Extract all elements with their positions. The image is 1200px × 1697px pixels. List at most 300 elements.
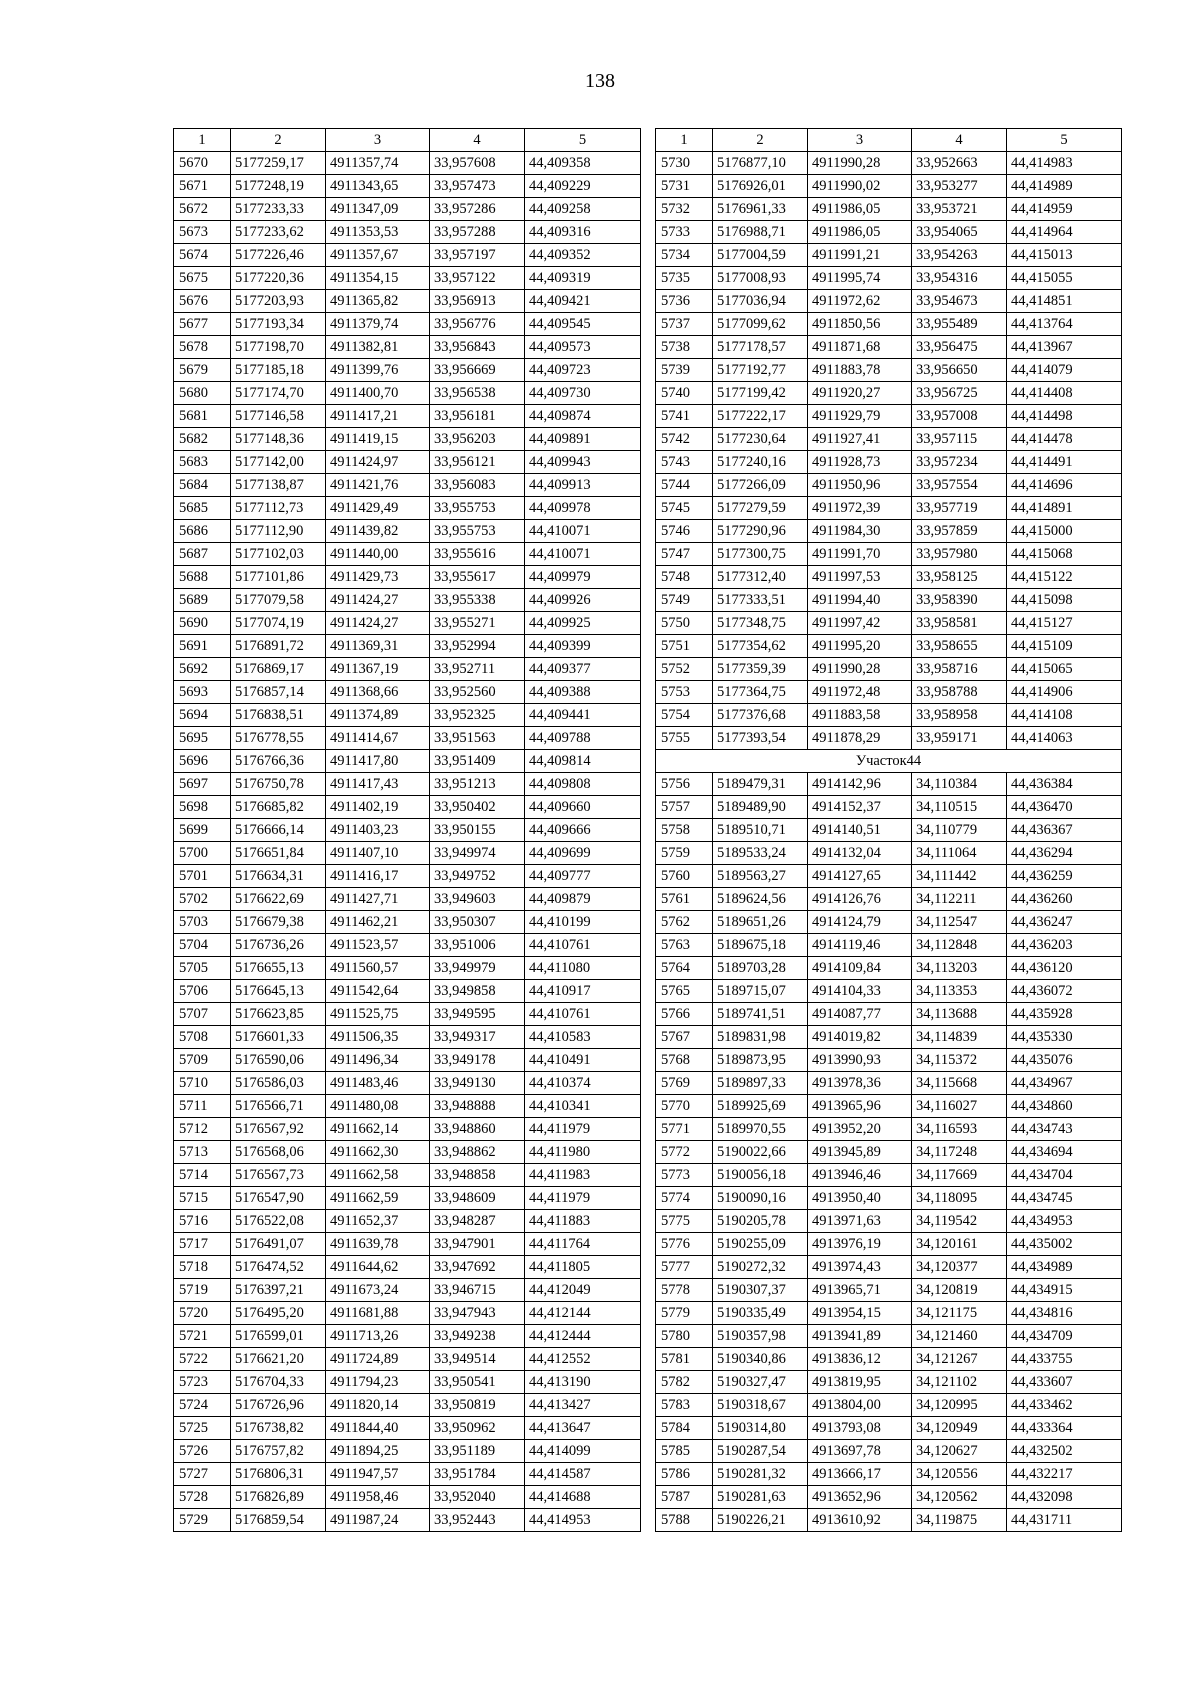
table-cell: 5176568,06 bbox=[231, 1141, 326, 1164]
table-cell: 33,956776 bbox=[430, 313, 525, 336]
table-cell: 44,431711 bbox=[1007, 1509, 1122, 1532]
table-cell: 34,120819 bbox=[912, 1279, 1007, 1302]
table-cell: 4913652,96 bbox=[808, 1486, 912, 1509]
table-cell: 4911483,46 bbox=[326, 1072, 430, 1095]
table-row bbox=[656, 1417, 1122, 1440]
table-cell: 5177348,75 bbox=[713, 612, 808, 635]
table-cell: 33,956650 bbox=[912, 359, 1007, 382]
table-cell: 4911662,58 bbox=[326, 1164, 430, 1187]
table-cell: 4911424,27 bbox=[326, 612, 430, 635]
table-cell: 5698 bbox=[174, 796, 231, 819]
table-cell: 5685 bbox=[174, 497, 231, 520]
table-cell: 5189563,27 bbox=[713, 865, 808, 888]
table-cell: 34,115372 bbox=[912, 1049, 1007, 1072]
table-cell: 5762 bbox=[656, 911, 713, 934]
table-cell: 5176645,13 bbox=[231, 980, 326, 1003]
table-cell: 5177036,94 bbox=[713, 290, 808, 313]
table-cell: 34,119542 bbox=[912, 1210, 1007, 1233]
table-cell: 5176495,20 bbox=[231, 1302, 326, 1325]
table-cell: 4911928,73 bbox=[808, 451, 912, 474]
table-cell: 44,435076 bbox=[1007, 1049, 1122, 1072]
table-cell: 44,412049 bbox=[525, 1279, 641, 1302]
table-cell: 44,413764 bbox=[1007, 313, 1122, 336]
table-cell: 5176961,33 bbox=[713, 198, 808, 221]
table-cell: 4911681,88 bbox=[326, 1302, 430, 1325]
table-cell: 44,436203 bbox=[1007, 934, 1122, 957]
table-cell: 5176750,78 bbox=[231, 773, 326, 796]
table-cell: 4911997,53 bbox=[808, 566, 912, 589]
table-cell: 4913804,00 bbox=[808, 1394, 912, 1417]
table-cell: 44,415068 bbox=[1007, 543, 1122, 566]
table-cell: 4913976,19 bbox=[808, 1233, 912, 1256]
table-row bbox=[656, 1049, 1122, 1072]
table-cell: 44,434953 bbox=[1007, 1210, 1122, 1233]
table-cell: 4911794,23 bbox=[326, 1371, 430, 1394]
table-cell: 5723 bbox=[174, 1371, 231, 1394]
table-cell: 5176491,07 bbox=[231, 1233, 326, 1256]
table-row bbox=[174, 1256, 641, 1279]
table-cell: 34,117248 bbox=[912, 1141, 1007, 1164]
table-cell: 5773 bbox=[656, 1164, 713, 1187]
table-cell: 44,409666 bbox=[525, 819, 641, 842]
table-cell: 44,411979 bbox=[525, 1118, 641, 1141]
table-cell: 44,409319 bbox=[525, 267, 641, 290]
table-cell: 33,952994 bbox=[430, 635, 525, 658]
table-cell: 34,121102 bbox=[912, 1371, 1007, 1394]
table-cell: 44,436367 bbox=[1007, 819, 1122, 842]
table-cell: 5709 bbox=[174, 1049, 231, 1072]
table-cell: 4911419,15 bbox=[326, 428, 430, 451]
table-row bbox=[174, 612, 641, 635]
table-cell: 5189925,69 bbox=[713, 1095, 808, 1118]
table-cell: 5177290,96 bbox=[713, 520, 808, 543]
table-cell: 4911958,46 bbox=[326, 1486, 430, 1509]
page-number: 138 bbox=[585, 70, 615, 92]
table-row bbox=[174, 152, 641, 175]
table-cell: 44,412552 bbox=[525, 1348, 641, 1371]
table-cell: 5682 bbox=[174, 428, 231, 451]
table-cell: 5190357,98 bbox=[713, 1325, 808, 1348]
table-cell: 44,409699 bbox=[525, 842, 641, 865]
table-cell: 44,415000 bbox=[1007, 520, 1122, 543]
table-cell: 5189831,98 bbox=[713, 1026, 808, 1049]
table-cell: 5770 bbox=[656, 1095, 713, 1118]
table-cell: 44,434709 bbox=[1007, 1325, 1122, 1348]
table-cell: 5177198,70 bbox=[231, 336, 326, 359]
table-row bbox=[656, 727, 1122, 750]
table-cell: 5742 bbox=[656, 428, 713, 451]
table-row bbox=[174, 359, 641, 382]
table-row bbox=[656, 865, 1122, 888]
table-row bbox=[656, 221, 1122, 244]
table-cell: 5713 bbox=[174, 1141, 231, 1164]
table-cell: 4911353,53 bbox=[326, 221, 430, 244]
table-cell: 4914124,79 bbox=[808, 911, 912, 934]
table-cell: 5176623,85 bbox=[231, 1003, 326, 1026]
table-cell: 5176826,89 bbox=[231, 1486, 326, 1509]
table-row bbox=[656, 1394, 1122, 1417]
table-cell: 44,413190 bbox=[525, 1371, 641, 1394]
table-cell: 33,956181 bbox=[430, 405, 525, 428]
table-cell: 4911369,31 bbox=[326, 635, 430, 658]
table-cell: 33,952663 bbox=[912, 152, 1007, 175]
table-cell: 4913971,63 bbox=[808, 1210, 912, 1233]
table-row bbox=[174, 1141, 641, 1164]
table-cell: 34,120556 bbox=[912, 1463, 1007, 1486]
table-cell: 4911427,71 bbox=[326, 888, 430, 911]
table-cell: 33,957008 bbox=[912, 405, 1007, 428]
column-header-4: 4 bbox=[430, 129, 525, 152]
table-cell: 33,949130 bbox=[430, 1072, 525, 1095]
table-row bbox=[656, 1210, 1122, 1233]
table-cell: 4914140,51 bbox=[808, 819, 912, 842]
table-cell: 33,957980 bbox=[912, 543, 1007, 566]
table-cell: 44,409891 bbox=[525, 428, 641, 451]
table-cell: 44,435330 bbox=[1007, 1026, 1122, 1049]
table-cell: 33,949595 bbox=[430, 1003, 525, 1026]
table-cell: 5189897,33 bbox=[713, 1072, 808, 1095]
table-cell: 5177192,77 bbox=[713, 359, 808, 382]
table-row bbox=[174, 1072, 641, 1095]
table-cell: 44,415065 bbox=[1007, 658, 1122, 681]
table-cell: 44,414851 bbox=[1007, 290, 1122, 313]
table-cell: 33,958716 bbox=[912, 658, 1007, 681]
table-cell: 44,414891 bbox=[1007, 497, 1122, 520]
table-cell: 4913974,43 bbox=[808, 1256, 912, 1279]
table-cell: 34,119875 bbox=[912, 1509, 1007, 1532]
table-cell: 5189970,55 bbox=[713, 1118, 808, 1141]
table-cell: 5688 bbox=[174, 566, 231, 589]
table-cell: 44,410199 bbox=[525, 911, 641, 934]
table-row bbox=[656, 612, 1122, 635]
table-cell: 44,409441 bbox=[525, 704, 641, 727]
table-cell: 4911662,30 bbox=[326, 1141, 430, 1164]
table-cell: 44,414989 bbox=[1007, 175, 1122, 198]
table-cell: 5767 bbox=[656, 1026, 713, 1049]
table-cell: 5701 bbox=[174, 865, 231, 888]
table-cell: 5176679,38 bbox=[231, 911, 326, 934]
table-cell: 44,415122 bbox=[1007, 566, 1122, 589]
table-cell: 5176522,08 bbox=[231, 1210, 326, 1233]
table-row bbox=[174, 1348, 641, 1371]
header-row bbox=[174, 129, 641, 152]
table-cell: 4911429,49 bbox=[326, 497, 430, 520]
table-cell: 5711 bbox=[174, 1095, 231, 1118]
table-cell: 5190272,32 bbox=[713, 1256, 808, 1279]
table-cell: 33,949238 bbox=[430, 1325, 525, 1348]
table-cell: 5750 bbox=[656, 612, 713, 635]
table-cell: 4911542,64 bbox=[326, 980, 430, 1003]
table-cell: 33,952443 bbox=[430, 1509, 525, 1532]
table-row bbox=[174, 1371, 641, 1394]
table-cell: 44,414587 bbox=[525, 1463, 641, 1486]
table-cell: 5692 bbox=[174, 658, 231, 681]
table-cell: 44,410341 bbox=[525, 1095, 641, 1118]
table-cell: 5189741,51 bbox=[713, 1003, 808, 1026]
table-cell: 44,434915 bbox=[1007, 1279, 1122, 1302]
table-cell: 34,110515 bbox=[912, 796, 1007, 819]
table-cell: 5733 bbox=[656, 221, 713, 244]
table-cell: 4911417,43 bbox=[326, 773, 430, 796]
table-row bbox=[174, 750, 641, 773]
table-row bbox=[656, 152, 1122, 175]
table-cell: 5176655,13 bbox=[231, 957, 326, 980]
table-cell: 33,955616 bbox=[430, 543, 525, 566]
table-cell: 4911950,96 bbox=[808, 474, 912, 497]
table-cell: 5189624,56 bbox=[713, 888, 808, 911]
table-cell: 34,120377 bbox=[912, 1256, 1007, 1279]
table-row bbox=[656, 428, 1122, 451]
table-cell: 4911357,67 bbox=[326, 244, 430, 267]
table-cell: 5177259,17 bbox=[231, 152, 326, 175]
column-header-4: 4 bbox=[912, 129, 1007, 152]
table-cell: 4913954,15 bbox=[808, 1302, 912, 1325]
table-cell: 44,409388 bbox=[525, 681, 641, 704]
table-cell: 4911927,41 bbox=[808, 428, 912, 451]
table-cell: 5177203,93 bbox=[231, 290, 326, 313]
table-cell: 5176621,20 bbox=[231, 1348, 326, 1371]
table-cell: 5684 bbox=[174, 474, 231, 497]
table-cell: 33,955753 bbox=[430, 520, 525, 543]
table-cell: 44,411805 bbox=[525, 1256, 641, 1279]
table-cell: 5765 bbox=[656, 980, 713, 1003]
table-cell: 4911987,24 bbox=[326, 1509, 430, 1532]
table-cell: 33,952560 bbox=[430, 681, 525, 704]
table-cell: 44,409358 bbox=[525, 152, 641, 175]
table-cell: 33,955271 bbox=[430, 612, 525, 635]
table-cell: 33,950307 bbox=[430, 911, 525, 934]
table-cell: 5782 bbox=[656, 1371, 713, 1394]
table-cell: 4911429,73 bbox=[326, 566, 430, 589]
table-cell: 4911997,42 bbox=[808, 612, 912, 635]
table-row bbox=[174, 1440, 641, 1463]
table-row bbox=[174, 1463, 641, 1486]
table-header bbox=[656, 129, 1122, 152]
table-cell: 4913697,78 bbox=[808, 1440, 912, 1463]
table-cell: 5176726,96 bbox=[231, 1394, 326, 1417]
table-cell: 5675 bbox=[174, 267, 231, 290]
table-cell: 5176622,69 bbox=[231, 888, 326, 911]
table-cell: 44,411979 bbox=[525, 1187, 641, 1210]
table-cell: 34,111442 bbox=[912, 865, 1007, 888]
table-row bbox=[656, 497, 1122, 520]
table-cell: 5757 bbox=[656, 796, 713, 819]
table-cell: 5176859,54 bbox=[231, 1509, 326, 1532]
table-cell: 4911424,27 bbox=[326, 589, 430, 612]
table-row bbox=[656, 819, 1122, 842]
table-cell: 4911462,21 bbox=[326, 911, 430, 934]
table-cell: 5726 bbox=[174, 1440, 231, 1463]
table-row bbox=[174, 1233, 641, 1256]
table-cell: 44,410761 bbox=[525, 934, 641, 957]
table-cell: 4911984,30 bbox=[808, 520, 912, 543]
table-cell: 44,410374 bbox=[525, 1072, 641, 1095]
table-cell: 33,953721 bbox=[912, 198, 1007, 221]
table-cell: 5190335,49 bbox=[713, 1302, 808, 1325]
table-cell: 5703 bbox=[174, 911, 231, 934]
table-row bbox=[174, 1302, 641, 1325]
table-cell: 5190056,18 bbox=[713, 1164, 808, 1187]
table-cell: 5780 bbox=[656, 1325, 713, 1348]
table-row bbox=[174, 1026, 641, 1049]
table-cell: 34,115668 bbox=[912, 1072, 1007, 1095]
table-cell: 5689 bbox=[174, 589, 231, 612]
table-cell: 33,952711 bbox=[430, 658, 525, 681]
table-cell: 5756 bbox=[656, 773, 713, 796]
table-cell: 5731 bbox=[656, 175, 713, 198]
table-cell: 33,955617 bbox=[430, 566, 525, 589]
table-cell: 5177199,42 bbox=[713, 382, 808, 405]
table-cell: 44,432502 bbox=[1007, 1440, 1122, 1463]
table-cell: 44,409777 bbox=[525, 865, 641, 888]
table-cell: 44,433755 bbox=[1007, 1348, 1122, 1371]
table-row bbox=[656, 451, 1122, 474]
table-cell: 44,414478 bbox=[1007, 428, 1122, 451]
table-cell: 44,414959 bbox=[1007, 198, 1122, 221]
table-cell: 5176988,71 bbox=[713, 221, 808, 244]
table-cell: 33,958788 bbox=[912, 681, 1007, 704]
table-cell: 4911347,09 bbox=[326, 198, 430, 221]
table-cell: 4913946,46 bbox=[808, 1164, 912, 1187]
table-cell: 33,956538 bbox=[430, 382, 525, 405]
table-cell: 4911871,68 bbox=[808, 336, 912, 359]
table-cell: 4911644,62 bbox=[326, 1256, 430, 1279]
table-cell: 5679 bbox=[174, 359, 231, 382]
table-cell: 34,116593 bbox=[912, 1118, 1007, 1141]
table-row bbox=[656, 1164, 1122, 1187]
table-cell: 5694 bbox=[174, 704, 231, 727]
table-cell: 33,949979 bbox=[430, 957, 525, 980]
table-cell: 4911986,05 bbox=[808, 221, 912, 244]
table-cell: 34,121267 bbox=[912, 1348, 1007, 1371]
table-cell: 5712 bbox=[174, 1118, 231, 1141]
table-cell: 44,436072 bbox=[1007, 980, 1122, 1003]
table-cell: 33,954316 bbox=[912, 267, 1007, 290]
table-cell: 44,410071 bbox=[525, 520, 641, 543]
table-cell: 33,957234 bbox=[912, 451, 1007, 474]
table-cell: 5690 bbox=[174, 612, 231, 635]
table-cell: 44,409399 bbox=[525, 635, 641, 658]
table-cell: 33,956725 bbox=[912, 382, 1007, 405]
table-cell: 4911523,57 bbox=[326, 934, 430, 957]
table-cell: 33,948888 bbox=[430, 1095, 525, 1118]
table-cell: 33,950819 bbox=[430, 1394, 525, 1417]
table-cell: 5190318,67 bbox=[713, 1394, 808, 1417]
table-cell: 5176601,33 bbox=[231, 1026, 326, 1049]
table-cell: 44,415109 bbox=[1007, 635, 1122, 658]
table-row bbox=[656, 1509, 1122, 1532]
table-cell: 4911480,08 bbox=[326, 1095, 430, 1118]
table-row bbox=[174, 382, 641, 405]
table-row bbox=[656, 336, 1122, 359]
table-cell: 4911972,48 bbox=[808, 681, 912, 704]
table-row bbox=[174, 428, 641, 451]
table-cell: 5739 bbox=[656, 359, 713, 382]
table-cell: 5176634,31 bbox=[231, 865, 326, 888]
table-cell: 5785 bbox=[656, 1440, 713, 1463]
table-row bbox=[174, 175, 641, 198]
table-cell: 4911920,27 bbox=[808, 382, 912, 405]
table-row bbox=[174, 267, 641, 290]
table-cell: 33,957288 bbox=[430, 221, 525, 244]
table-cell: 34,112848 bbox=[912, 934, 1007, 957]
table-row bbox=[174, 773, 641, 796]
table-row bbox=[656, 1095, 1122, 1118]
table-cell: 33,957197 bbox=[430, 244, 525, 267]
table-cell: 34,110779 bbox=[912, 819, 1007, 842]
table-cell: 5717 bbox=[174, 1233, 231, 1256]
table-cell: 4911403,23 bbox=[326, 819, 430, 842]
table-cell: 4911400,70 bbox=[326, 382, 430, 405]
table-cell: 5176651,84 bbox=[231, 842, 326, 865]
table-cell: 34,120562 bbox=[912, 1486, 1007, 1509]
table-cell: 5176590,06 bbox=[231, 1049, 326, 1072]
table-cell: 5189675,18 bbox=[713, 934, 808, 957]
table-cell: 5787 bbox=[656, 1486, 713, 1509]
table-cell: 5177220,36 bbox=[231, 267, 326, 290]
table-cell: 5700 bbox=[174, 842, 231, 865]
table-cell: 5777 bbox=[656, 1256, 713, 1279]
table-row bbox=[656, 520, 1122, 543]
table-cell: 44,414063 bbox=[1007, 727, 1122, 750]
table-cell: 5190090,16 bbox=[713, 1187, 808, 1210]
table-cell: 44,409316 bbox=[525, 221, 641, 244]
table-row bbox=[174, 1118, 641, 1141]
table-cell: 5177008,93 bbox=[713, 267, 808, 290]
table-cell: 33,947901 bbox=[430, 1233, 525, 1256]
table-row bbox=[174, 1164, 641, 1187]
table-cell: 4913978,36 bbox=[808, 1072, 912, 1095]
table-cell: 5734 bbox=[656, 244, 713, 267]
table-cell: 4914019,82 bbox=[808, 1026, 912, 1049]
table-cell: 4914152,37 bbox=[808, 796, 912, 819]
table-cell: 4911662,59 bbox=[326, 1187, 430, 1210]
table-cell: 44,432098 bbox=[1007, 1486, 1122, 1509]
table-cell: 5715 bbox=[174, 1187, 231, 1210]
table-cell: 5720 bbox=[174, 1302, 231, 1325]
table-row bbox=[656, 1256, 1122, 1279]
table-cell: 33,956203 bbox=[430, 428, 525, 451]
table-cell: 34,113353 bbox=[912, 980, 1007, 1003]
table-cell: 5707 bbox=[174, 1003, 231, 1026]
table-row bbox=[656, 1003, 1122, 1026]
table-cell: 4913836,12 bbox=[808, 1348, 912, 1371]
table-cell: 44,411764 bbox=[525, 1233, 641, 1256]
table-cell: 5730 bbox=[656, 152, 713, 175]
table-cell: 33,950962 bbox=[430, 1417, 525, 1440]
table-cell: 44,433607 bbox=[1007, 1371, 1122, 1394]
table-cell: 44,414696 bbox=[1007, 474, 1122, 497]
table-cell: 5670 bbox=[174, 152, 231, 175]
table-body bbox=[174, 152, 641, 1532]
table-row bbox=[174, 1187, 641, 1210]
table-cell: 4911506,35 bbox=[326, 1026, 430, 1049]
table-cell: 5775 bbox=[656, 1210, 713, 1233]
table-cell: 5190307,37 bbox=[713, 1279, 808, 1302]
table-cell: 4911354,15 bbox=[326, 267, 430, 290]
section-row bbox=[656, 750, 1122, 773]
table-cell: 33,957608 bbox=[430, 152, 525, 175]
coordinates-table-left bbox=[173, 128, 641, 1532]
table-cell: 34,111064 bbox=[912, 842, 1007, 865]
table-cell: 4913793,08 bbox=[808, 1417, 912, 1440]
table-row bbox=[656, 704, 1122, 727]
table-cell: 5189510,71 bbox=[713, 819, 808, 842]
table-cell: 5705 bbox=[174, 957, 231, 980]
column-header-5: 5 bbox=[525, 129, 641, 152]
table-cell: 44,409979 bbox=[525, 566, 641, 589]
table-cell: 44,414964 bbox=[1007, 221, 1122, 244]
